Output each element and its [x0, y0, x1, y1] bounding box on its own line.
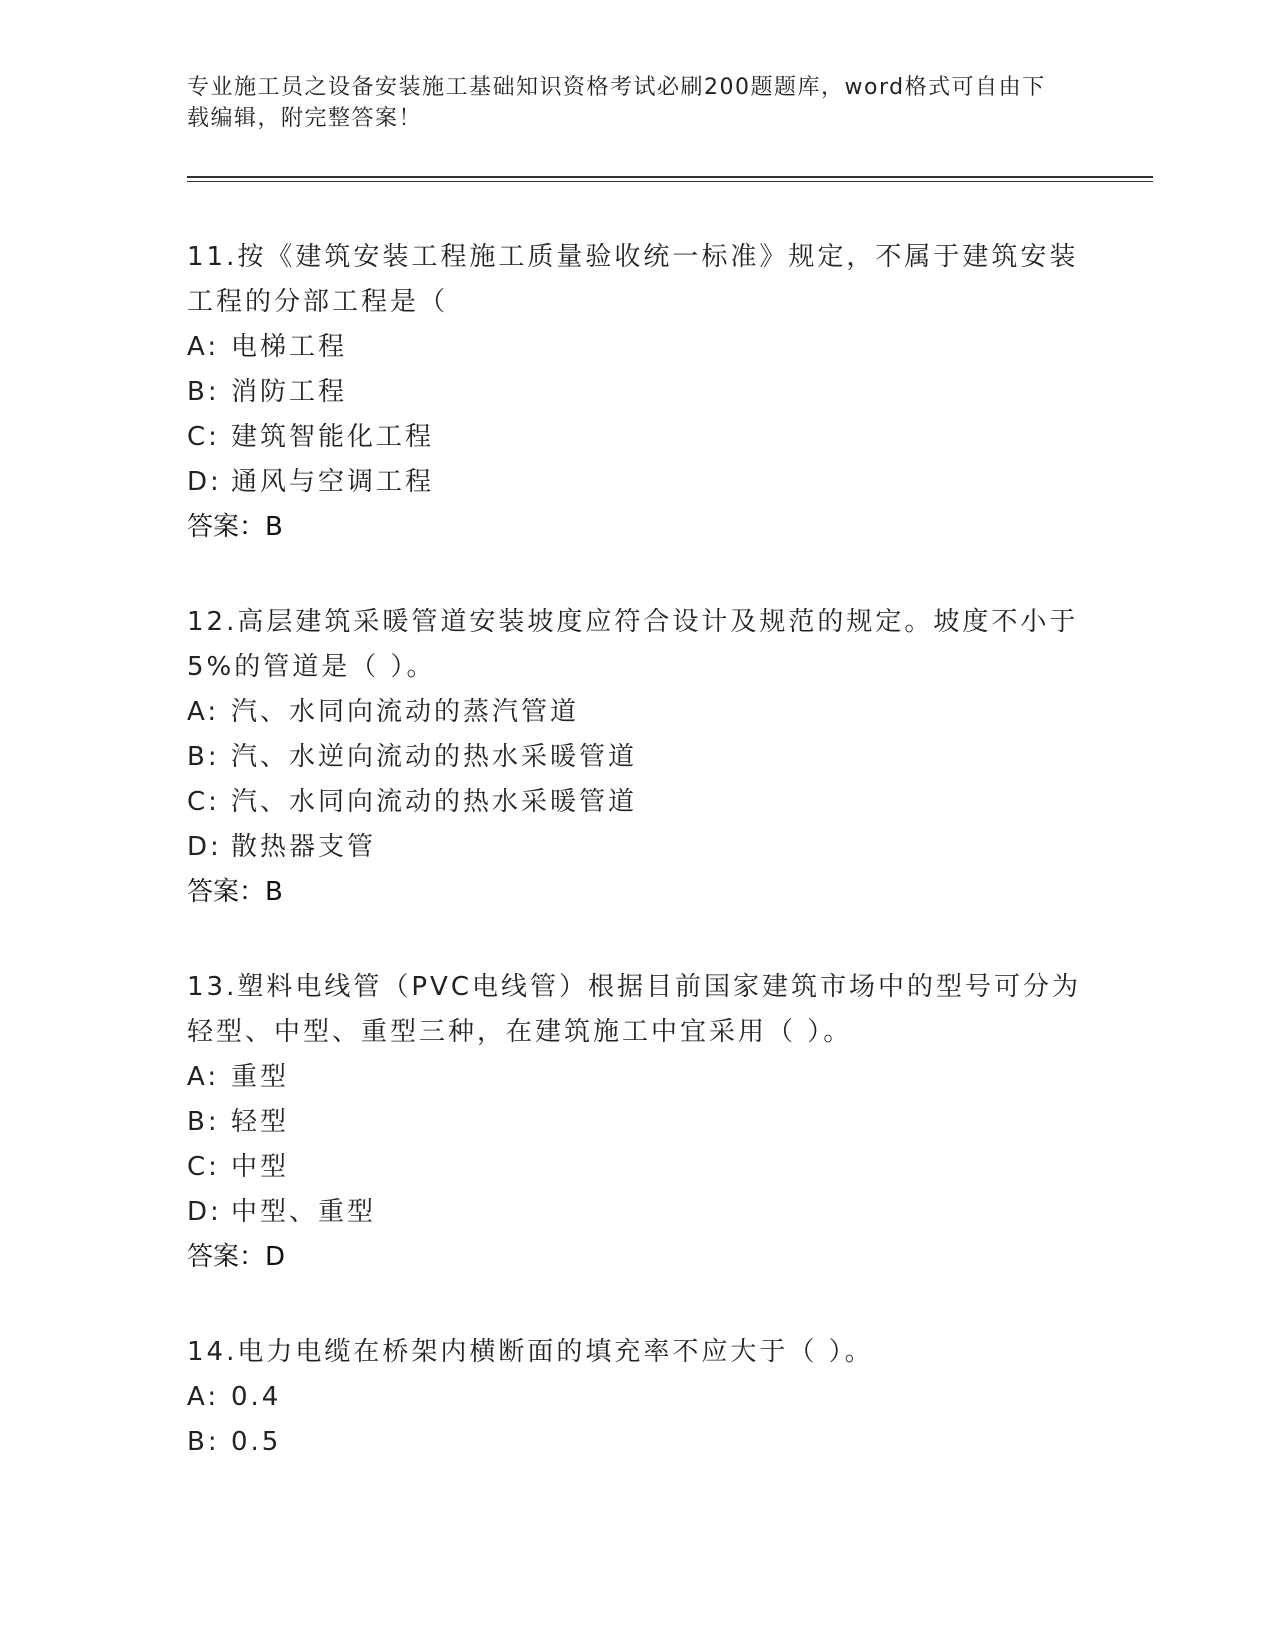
option-key: C: [187, 422, 220, 452]
option-a [187, 1055, 1087, 1100]
option-b [187, 370, 1087, 415]
option-key: A: [187, 697, 220, 727]
option-key: D: [187, 467, 222, 497]
option-text: 中型 [231, 1152, 290, 1182]
option-key: A: [187, 332, 220, 362]
answer-line: 答案：D [187, 1242, 286, 1272]
question-12 [187, 600, 1087, 915]
option-a [187, 325, 1087, 370]
option-key: A: [187, 1382, 220, 1412]
option-key: B: [187, 377, 220, 407]
question-number: 12. [187, 607, 238, 637]
option-text: 汽、水同向流动的热水采暖管道 [231, 787, 638, 817]
question-number: 13. [187, 972, 238, 1002]
option-text: 中型、重型 [231, 1197, 377, 1227]
option-text: 重型 [231, 1062, 290, 1092]
answer-line: 答案：B [187, 512, 283, 542]
question-number: 11. [187, 242, 238, 272]
question-body: 按《建筑安装工程施工质量验收统一标准》规定，不属于建筑安装工程的分部工程是（ [187, 242, 1079, 317]
question-13 [187, 965, 1087, 1280]
question-text [187, 235, 1087, 325]
option-text: 汽、水同向流动的蒸汽管道 [231, 697, 580, 727]
option-key: D: [187, 832, 222, 862]
option-key: B: [187, 742, 220, 772]
option-text: 0.4 [231, 1382, 282, 1412]
question-body: 电力电缆在桥架内横断面的填充率不应大于（ ）。 [237, 1337, 874, 1367]
header-divider-thin [187, 181, 1153, 182]
question-11 [187, 235, 1087, 550]
document-header: 专业施工员之设备安装施工基础知识资格考试必刷200题题库，word格式可自由下载编辑，附完整答案！ [187, 75, 1046, 131]
option-b [187, 735, 1087, 780]
option-key: A: [187, 1062, 220, 1092]
option-text: 散热器支管 [231, 832, 377, 862]
question-number: 14. [187, 1337, 238, 1367]
option-a [187, 1375, 1087, 1420]
option-a [187, 690, 1087, 735]
header-divider [187, 176, 1153, 178]
option-d [187, 825, 1087, 870]
question-list [187, 235, 1087, 1515]
option-key: B: [187, 1427, 220, 1457]
question-text [187, 965, 1087, 1055]
option-key: C: [187, 787, 220, 817]
option-key: C: [187, 1152, 220, 1182]
option-c [187, 415, 1087, 460]
option-b [187, 1100, 1087, 1145]
question-text [187, 600, 1087, 690]
question-body: 高层建筑采暖管道安装坡度应符合设计及规范的规定。坡度不小于5%的管道是（ ）。 [187, 607, 1079, 682]
option-text: 电梯工程 [231, 332, 348, 362]
option-text: 建筑智能化工程 [231, 422, 435, 452]
option-text: 汽、水逆向流动的热水采暖管道 [231, 742, 638, 772]
question-body: 塑料电线管（PVC电线管）根据目前国家建筑市场中的型号可分为轻型、中型、重型三种，在建筑施工中宜采用（ ）。 [187, 972, 1081, 1047]
option-c [187, 780, 1087, 825]
option-key: D: [187, 1197, 222, 1227]
option-d [187, 1190, 1087, 1235]
option-text: 0.5 [231, 1427, 282, 1457]
question-14 [187, 1330, 1087, 1465]
answer-line: 答案：B [187, 877, 283, 907]
option-c [187, 1145, 1087, 1190]
option-text: 消防工程 [231, 377, 348, 407]
option-text: 通风与空调工程 [231, 467, 435, 497]
option-text: 轻型 [231, 1107, 290, 1137]
option-d [187, 460, 1087, 505]
option-b [187, 1420, 1087, 1465]
question-text [187, 1330, 1087, 1375]
option-key: B: [187, 1107, 220, 1137]
